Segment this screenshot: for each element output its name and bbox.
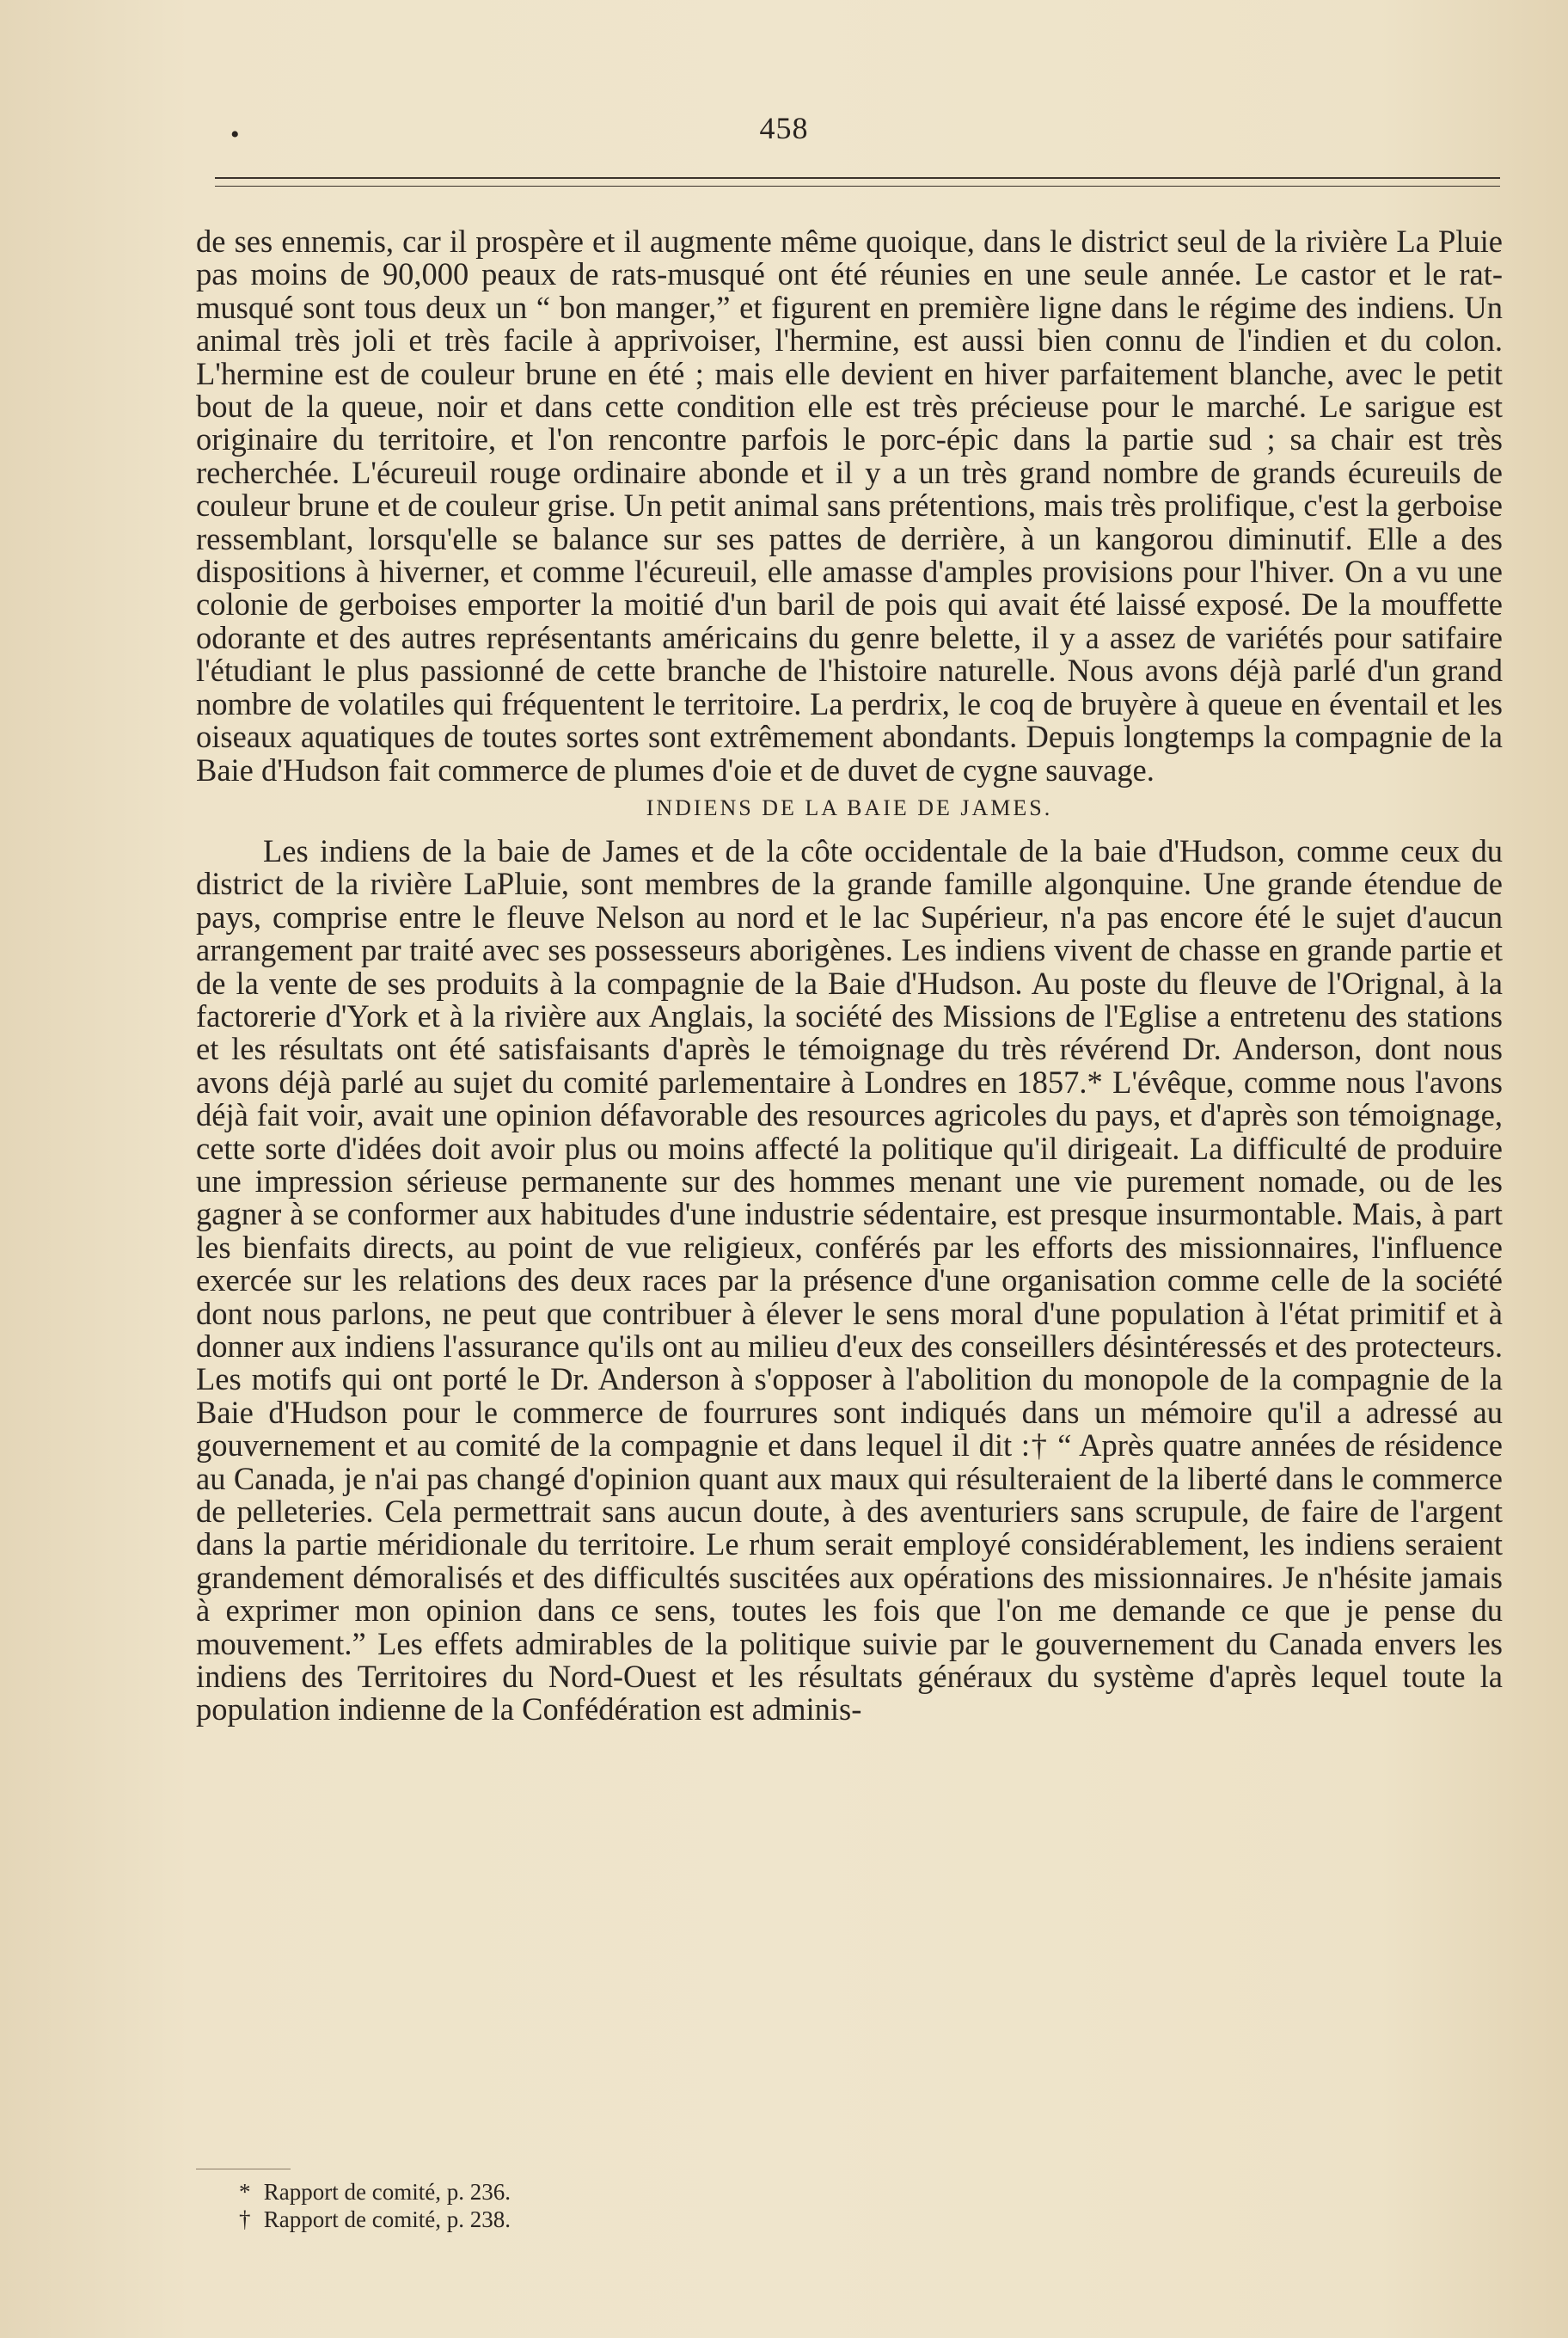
header-rule-thin	[215, 186, 1500, 187]
paragraph: Les indiens de la baie de James et de la côte occidentale de la baie d'Hudson, comme ceux du district de la rivière LaPluie, sont membres de la grande famille algonquine. Une grande étendue de pays, comprise entre le fleuve Nelson au nord et le lac Supérieur, n'a pas encore été le sujet d'aucun arrangement par traité avec ses possesseurs aborigènes. Les indiens vivent de chasse en grande partie et de la vente de ses produits à la compagnie de la Baie d'Hudson. Au poste du fleuve de l'Orignal, à la factorerie d'York et à la rivière aux Anglais, la société des Missions de l'Eglise a entretenu des stations et les résultats ont été satisfaisants d'après le témoignage du très révérend Dr. Anderson, dont nous avons déjà parlé au sujet du comité parlementaire à Londres en 1857.* L'évêque, comme nous l'avons déjà fait voir, avait une opinion défavorable des resources agricoles du pays, et d'après son témoignage, cette sorte d'idées doit avoir plus ou moins affecté la politique qu'il dirigeait. La difficulté de produire une impression sérieuse permanente sur des hommes menant une vie purement nomade, ou de les gagner à se conformer aux habitudes d'une industrie sédentaire, est presque insurmontable. Mais, à part les bienfaits directs, au point de vue religieux, conférés par les efforts des missionnaires, l'influence exercée sur les relations des deux races par la présence d'une organisation comme celle de la société dont nous parlons, ne peut que contribuer à élever le sens moral d'une population à l'état primitif et à donner aux indiens l'assurance qu'ils ont au milieu d'eux des conseillers désintéressés et des protecteurs. Les motifs qui ont porté le Dr. Anderson à s'opposer à l'abolition du monopole de la compagnie de la Baie d'Hudson pour le commerce de fourrures sont indiqués dans un mémoire qu'il a adressé au gouvernement et au comité de la compagnie et dans lequel il dit :† “ Après quatre années de résidence au Canada, je n'ai pas changé d'opinion quant aux maux qui résulteraient de la liberté dans le commerce de pelleteries. Cela permettrait sans aucun doute, à des aventuriers sans scrupule, de faire de l'argent dans la partie méridionale du territoire. Le rhum serait employé considérablement, les indiens seraient grandement démoralisés et des difficultés suscitées aux opérations des missionnaires. Je n'hésite jamais à exprimer mon opinion dans ce sens, toutes les fois que l'on me demande ce que je pense du mouvement.” Les effets admirables de la politique suivie par le gouvernement du Canada envers les indiens des Territoires du Nord-Ouest et les résultats généraux du système d'après lequel toute la population indienne de la Confédération est adminis-	[196, 832, 1503, 1727]
footnote-text: Rapport de comité, p. 236.	[263, 2179, 511, 2205]
header-rule	[215, 177, 1500, 179]
footnote	[239, 2206, 1013, 2233]
footnote-mark: †	[239, 2206, 251, 2232]
footnote	[239, 2178, 1013, 2206]
section-heading: INDIENS DE LA BAIE DE JAMES.	[646, 795, 1053, 820]
page-number: 458	[759, 111, 809, 145]
header-dot: •	[230, 120, 240, 149]
body-text	[196, 225, 1503, 1727]
footnote-text: Rapport de comité, p. 238.	[263, 2206, 511, 2232]
footnotes	[239, 2178, 1013, 2233]
footnote-mark: *	[239, 2179, 251, 2205]
paragraph: de ses ennemis, car il prospère et il augmente même quoique, dans le district seul de la rivière La Pluie pas moins de 90,000 peaux de rats-musqué ont été réunies en une seule année. Le castor et le rat-musqué sont tous deux un “ bon manger,” et figurent en première ligne dans le régime des indiens. Un animal très joli et très facile à apprivoiser, l'hermine, est aussi bien connu de l'indien et du colon. L'hermine est de couleur brune en été ; mais elle devient en hiver parfaitement blanche, avec le petit bout de la queue, noir et dans cette condition elle est très précieuse pour le marché. Le sarigue est originaire du territoire, et l'on rencontre parfois le porc-épic dans la partie sud ; sa chair est très recherchée. L'écureuil rouge ordinaire abonde et il y a un très grand nombre de grands écureuils de couleur brune et de couleur grise. Un petit animal sans prétentions, mais très prolifique, c'est la gerboise ressemblant, lorsqu'elle se balance sur ses pattes de derrière, à un kangorou diminutif. Elle a des dispositions à hiverner, et comme l'écureuil, elle amasse d'amples provisions pour l'hiver. On a vu une colonie de gerboises emporter la moitié d'un baril de pois qui avait été laissé exposé. De la mouffette odorante et des autres représentants américains du genre belette, il y a assez de variétés pour satifaire l'étudiant le plus passionné de cette branche de l'histoire naturelle. Nous avons déjà parlé d'un grand nombre de volatiles qui fréquentent le territoire. La perdrix, le coq de bruyère à queue en éventail et les oiseaux aquatiques de toutes sortes sont extrêmement abondants. Depuis longtemps la compagnie de la Baie d'Hudson fait commerce de plumes d'oie et de duvet de cygne sauvage.	[196, 224, 1503, 788]
